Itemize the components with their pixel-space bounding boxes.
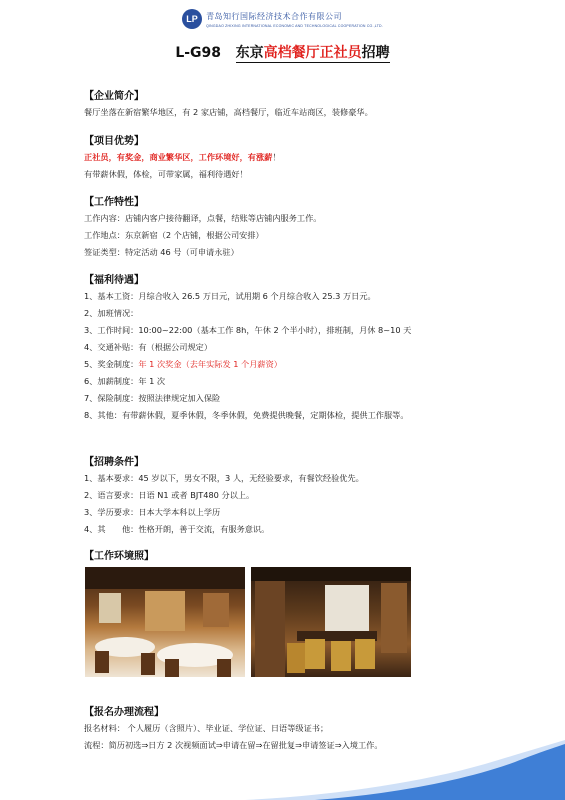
advantages-section <box>84 135 484 183</box>
benefit-bonus-value: 年 1 次奖金（去年实际发 1 个月薪资） <box>138 359 282 369</box>
restaurant-photo-private-room <box>251 567 411 677</box>
requirement-education: 3、学历要求：日本大学本科以上学历 <box>84 507 221 517</box>
benefit-bonus-label: 5、奖金制度： <box>84 359 139 369</box>
advantages-heading: 【项目优势】 <box>84 136 144 147</box>
decorative-wave <box>245 740 565 800</box>
benefit-overtime: 2、加班情况： <box>84 308 139 318</box>
features-visa: 签证类型：特定活动 46 号（可申请永驻） <box>84 247 239 257</box>
company-logo-icon: LP <box>182 9 202 29</box>
advantages-highlight: 正社员，有奖金，商业繁华区，工作环境好，有涨薪 <box>84 152 273 162</box>
benefits-section <box>84 274 484 423</box>
benefit-other: 8、其他：有带薪休假，夏季休假，冬季休假，免费提供晚餐，定期体检，提供工作服等。 <box>84 410 409 420</box>
title-location: 东京 <box>235 45 264 61</box>
process-materials: 报名材料： 个人履历（含照片）、毕业证、学位证、日语等级证书； <box>84 723 329 733</box>
company-name-block <box>206 11 383 28</box>
benefit-insurance: 7、保险制度：按照法律规定加入保险 <box>84 393 221 403</box>
requirements-section <box>84 456 484 538</box>
process-heading: 【报名办理流程】 <box>84 707 164 718</box>
company-name-cn: 青岛知行国际经济技术合作有限公司 <box>206 11 343 21</box>
environment-photos <box>85 567 411 677</box>
advantages-text: 有带薪休假，体检，可带家属，福利待遇好！ <box>84 169 248 179</box>
company-name-en: QINGDAO ZHIXING INTERNATIONAL ECONOMIC AND TECHNOLOGICAL COOPERATION CO.,LTD. <box>206 23 383 28</box>
environment-section <box>84 550 484 564</box>
benefit-raise: 6、加薪制度：年 1 次 <box>84 376 166 386</box>
job-title <box>236 45 390 63</box>
benefit-salary: 1、基本工资：月综合收入 26.5 万日元，试用期 6 个月综合收入 25.3 万日元。 <box>84 291 376 301</box>
title-suffix: 招聘 <box>361 45 390 61</box>
title-position: 高档餐厅正社员 <box>263 45 362 61</box>
features-section <box>84 196 484 261</box>
benefit-hours: 3、工作时间：10:00~22:00（基本工作 8h，午休 2 个半小时），排班制，月休 8~10 天 <box>84 325 412 335</box>
page-title <box>0 42 565 62</box>
requirement-other: 4、其 他：性格开朗，善于交流，有服务意识。 <box>84 524 270 534</box>
benefit-transport: 4、交通补贴：有（根据公司规定） <box>84 342 213 352</box>
requirement-language: 2、语言要求：日语 N1 或者 BJT480 分以上。 <box>84 490 255 500</box>
features-heading: 【工作特性】 <box>84 197 144 208</box>
requirement-basic: 1、基本要求：45 岁以下，男女不限，3 人，无经验要求，有餐饮经验优先。 <box>84 473 364 483</box>
benefit-bonus <box>84 356 484 373</box>
advantages-highlight-end: ！ <box>272 152 281 162</box>
requirements-heading: 【招聘条件】 <box>84 457 144 468</box>
company-text: 餐厅坐落在新宿繁华地区，有 2 家店铺，高档餐厅，临近车站商区，装修豪华。 <box>84 107 373 117</box>
features-location: 工作地点：东京新宿（2 个店铺，根据公司安排） <box>84 230 264 240</box>
process-steps: 流程：简历初选⇒日方 2 次视频面试⇒申请在留⇒在留批复⇒申请签证⇒入境工作。 <box>84 740 383 750</box>
company-section <box>84 90 484 121</box>
restaurant-photo-dining-room <box>85 567 245 677</box>
company-heading: 【企业简介】 <box>84 91 144 102</box>
benefits-heading: 【福利待遇】 <box>84 275 144 286</box>
features-content: 工作内容：店铺内客户接待翻译，点餐，结账等店铺内服务工作。 <box>84 213 322 223</box>
advantages-highlight-line <box>84 149 484 166</box>
job-code: L-G98 <box>175 45 222 61</box>
environment-heading: 【工作环境照】 <box>84 551 154 562</box>
company-header <box>0 8 565 30</box>
